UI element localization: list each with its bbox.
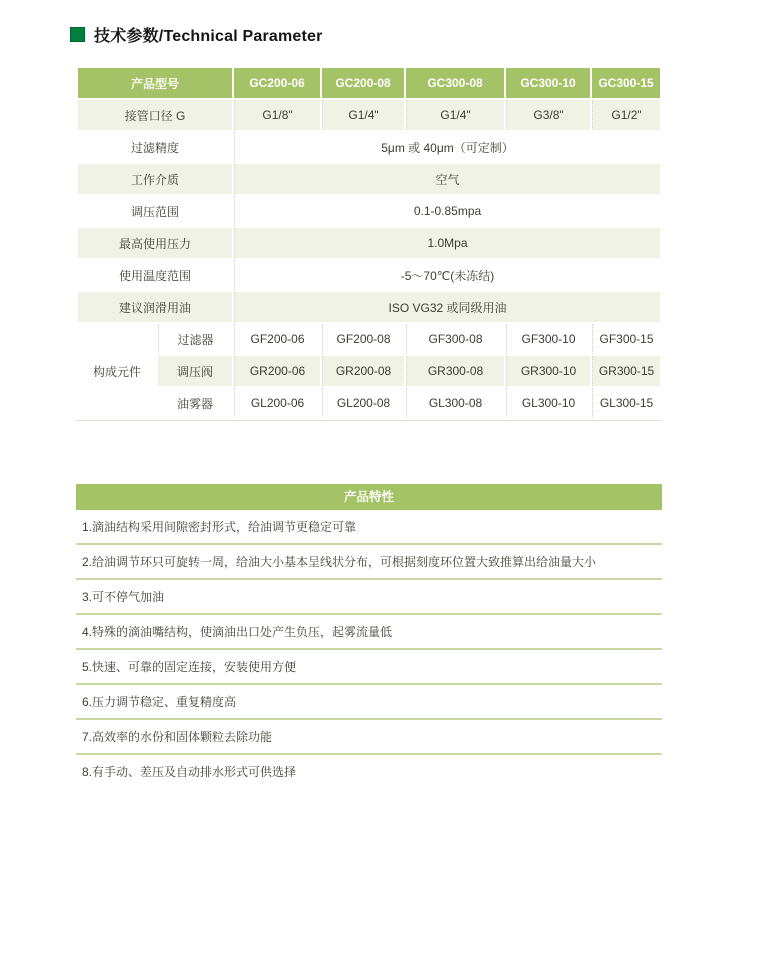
header-cell: GC200-06 xyxy=(234,68,320,98)
table-cell: GL300-15 xyxy=(592,388,660,418)
feature-item: 5.快速、可靠的固定连接，安装使用方便 xyxy=(76,650,662,685)
feature-item: 4.特殊的滴油嘴结构，使滴油出口处产生负压，起雾流量低 xyxy=(76,615,662,650)
table-cell-span: -5～70℃(未冻结) xyxy=(234,260,660,290)
header-cell: GC300-08 xyxy=(406,68,504,98)
spec-table xyxy=(76,66,662,421)
table-row-lubricant xyxy=(78,292,660,322)
sub-row-label: 过滤器 xyxy=(158,324,232,354)
table-cell-span: 5μm 或 40μm（可定制） xyxy=(234,132,660,162)
feature-item: 2.给油调节环只可旋转一周，给油大小基本呈线状分布，可根据刻度环位置大致推算出给油量大小 xyxy=(76,545,662,580)
table-cell: G3/8" xyxy=(506,100,590,130)
table-cell: GR300-08 xyxy=(406,356,504,386)
feature-item: 8.有手动、差压及自动排水形式可供选择 xyxy=(82,765,297,779)
table-cell: G1/4" xyxy=(322,100,404,130)
table-row-max-pressure xyxy=(78,228,660,258)
features-section xyxy=(76,484,662,788)
table-cell: G1/2" xyxy=(592,100,660,130)
row-label: 接管口径 G xyxy=(78,100,232,130)
feature-item: 1.滴油结构采用间隙密封形式，给油调节更稳定可靠 xyxy=(76,510,662,545)
sub-row-label: 调压阀 xyxy=(158,356,232,386)
table-cell: G1/4" xyxy=(406,100,504,130)
table-cell: GR200-08 xyxy=(322,356,404,386)
table-row-temperature xyxy=(78,260,660,290)
table-row-component-regulator xyxy=(78,356,660,386)
component-group-label: 构成元件 xyxy=(78,324,156,418)
table-row-filtration xyxy=(78,132,660,162)
table-cell: GF300-10 xyxy=(506,324,590,354)
table-cell: G1/8" xyxy=(234,100,320,130)
table-cell-span: 1.0Mpa xyxy=(234,228,660,258)
header-cell: GC300-10 xyxy=(506,68,590,98)
table-cell-span: 空气 xyxy=(234,164,660,194)
table-row-medium xyxy=(78,164,660,194)
header-cell-model: 产品型号 xyxy=(78,68,232,98)
feature-item: 7.高效率的水份和固体颗粒去除功能 xyxy=(76,720,662,755)
sub-row-label: 油雾器 xyxy=(158,388,232,418)
row-label: 使用温度范围 xyxy=(78,260,232,290)
table-cell: GL200-08 xyxy=(322,388,404,418)
table-row-pressure-range xyxy=(78,196,660,226)
table-cell: GL300-08 xyxy=(406,388,504,418)
section-title xyxy=(70,23,760,46)
table-cell: GF300-08 xyxy=(406,324,504,354)
table-cell: GF300-15 xyxy=(592,324,660,354)
feature-item: 6.压力调节稳定、重复精度高 xyxy=(76,685,662,720)
table-cell: GR300-15 xyxy=(592,356,660,386)
row-label: 工作介质 xyxy=(78,164,232,194)
row-label: 最高使用压力 xyxy=(78,228,232,258)
spec-table-header-row xyxy=(78,68,660,98)
table-cell: GR200-06 xyxy=(234,356,320,386)
section-bullet-icon xyxy=(70,27,85,42)
row-label: 过滤精度 xyxy=(78,132,232,162)
table-row-component-lubricator xyxy=(78,388,660,418)
header-cell: GC300-15 xyxy=(592,68,660,98)
table-cell: GF200-06 xyxy=(234,324,320,354)
row-label: 建议润滑用油 xyxy=(78,292,232,322)
table-cell: GL300-10 xyxy=(506,388,590,418)
table-cell-span: 0.1-0.85mpa xyxy=(234,196,660,226)
table-cell: GF200-08 xyxy=(322,324,404,354)
row-label: 调压范围 xyxy=(78,196,232,226)
table-cell-span: ISO VG32 或同级用油 xyxy=(234,292,660,322)
page-title: 技术参数/Technical Parameter xyxy=(94,28,323,45)
table-cell: GR300-10 xyxy=(506,356,590,386)
table-row-port-size xyxy=(78,100,660,130)
header-cell: GC200-08 xyxy=(322,68,404,98)
table-cell: GL200-06 xyxy=(234,388,320,418)
features-header: 产品特性 xyxy=(76,484,662,510)
feature-item: 3.可不停气加油 xyxy=(76,580,662,615)
table-row-component-filter xyxy=(78,324,660,354)
